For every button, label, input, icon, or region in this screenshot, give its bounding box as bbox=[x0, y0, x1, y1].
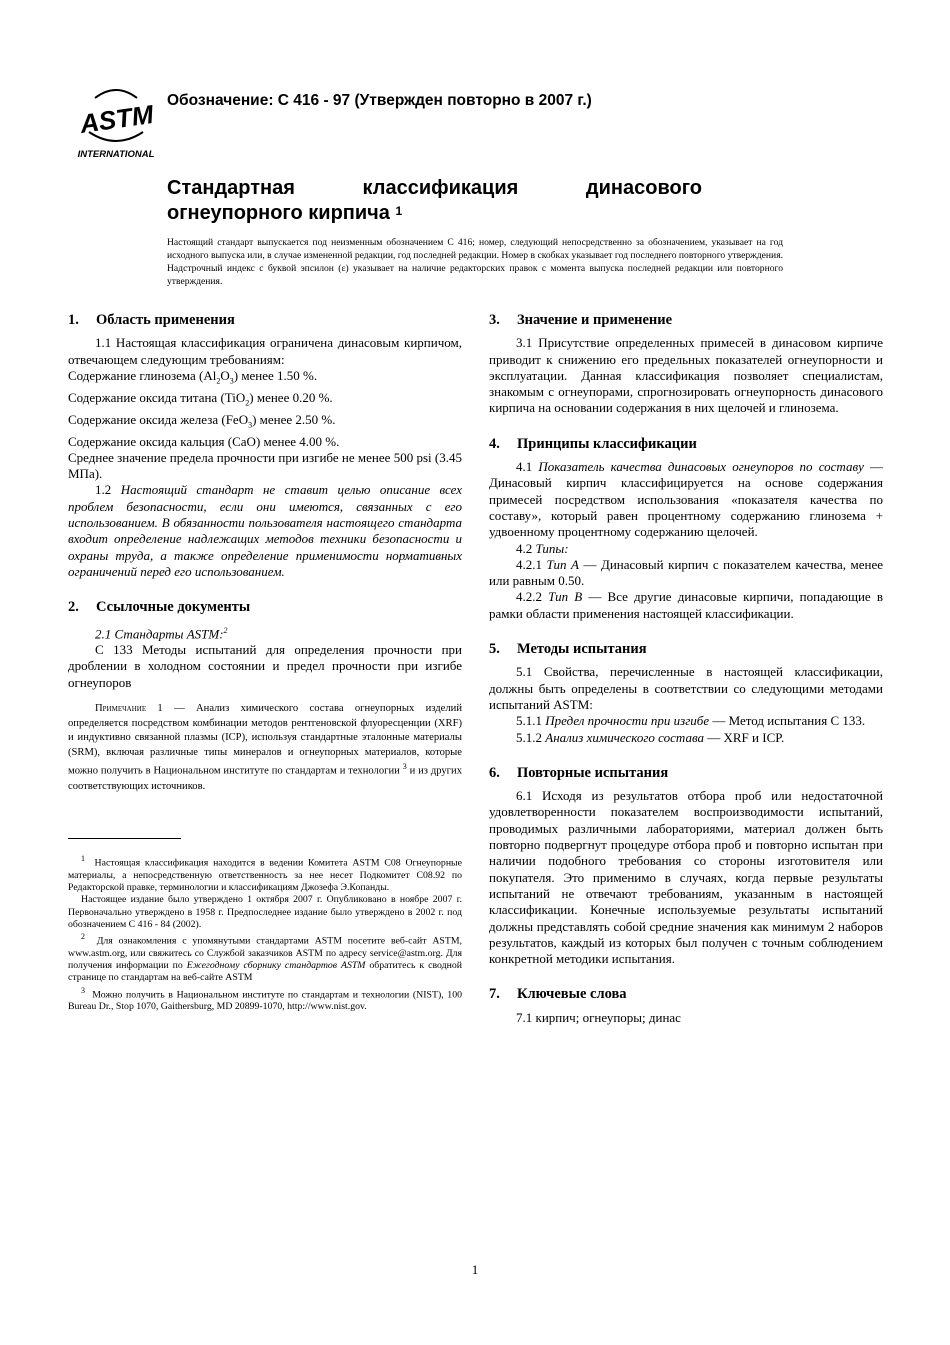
section-3-heading: 3. Значение и применение bbox=[489, 312, 673, 328]
section-1-heading: 1. Область применения bbox=[68, 312, 235, 328]
paragraph-6-1: 6.1 Исходя из результатов отбора проб или недостаточной удовлетворенности показателем воспроизводимости испытаний, проводимых различными лабораториями, материал должен быть повторно подвергнут процедуре отбора проб и повторно испытан при наличии подобного требования со стороны изготовителя или покупателя. Это применимо в случаях, когда первые результаты испытаний не отвечают требованиям, указанным в настоящей классификации. Конечные используемые результаты испытаний должны представлять собой средние значения как минимум 2 наборов результатов, каждый из которых был получен с точным соблюдением конкретной методики испытания. bbox=[489, 788, 883, 967]
page-number: 1 bbox=[471, 1262, 479, 1277]
left-column bbox=[68, 312, 462, 1014]
requirement-lime: Содержание оксида кальция (CaO) менее 4.00 %. bbox=[68, 433, 340, 449]
paragraph-4-2: 4.2 Типы: bbox=[516, 540, 569, 556]
paragraph-4-1: 4.1 Показатель качества динасовых огнеупоров по составу — Динасовый кирпич классифицируется на основе содержания примесей посредством использования «показателя качества по составу», который равен процентному содержанию глинозема + удвоенному процентному содержанию щелочей. bbox=[489, 459, 884, 540]
note-1: Примечание 1 — Анализ химического состава огнеупорных изделий определяется посредством комбинации методов рентгеновской флуоресценции (XRF) и индуктивно связанной плазмы (ICP), используя стандартные эталонные материалы (SRM), включая различные типы минералов и огнеупорных материалов, которые можно получить в Национальном институте по стандартам и технологии $^3$ и из других соответствующих источников. bbox=[68, 703, 462, 792]
section-7-heading: 7. Ключевые слова bbox=[489, 986, 627, 1003]
paragraph-5-1: 5.1 Свойства, перечисленные в настоящей классификации, должны быть определены в соответствии со следующими методами испытаний ASTM: bbox=[489, 664, 883, 712]
title-line-1: Стандартная классификация динасового bbox=[167, 177, 702, 199]
section-4-heading: 4. Принципы классификации bbox=[489, 435, 697, 452]
requirement-titania: Содержание оксида титана (TiO$_2$) менее 0.20 %. bbox=[68, 389, 333, 408]
requirement-alumina: Содержание глинозема $(Al_2O_3)$ менее 1.50 %. bbox=[68, 367, 318, 386]
title-footnote-ref: 1 bbox=[395, 204, 403, 218]
title-line-2: огнеупорного кирпича $^1$ bbox=[167, 202, 403, 224]
footnote-3: $^3$ Можно получить в Национальном институте по стандартам и технологии (NIST), 100 Bureau Dr., Stop 1070, Gaithersburg, MD 20899-1070, http://www.nist.gov. bbox=[68, 985, 462, 1013]
logo-bottom-text: INTERNATIONAL bbox=[77, 149, 155, 160]
paragraph-3-1: 3.1 Присутствие определенных примесей в динасовом кирпиче приводит к снижению его предельных показателей огнеупорности и эксплуатации. Данная классификация позволяет специалистам, знакомым с огнеупорами, спрогнозировать огнеупорность динасового кирпича на основании содержания в них щелочей и глинозема. bbox=[489, 335, 883, 416]
right-column bbox=[489, 312, 883, 1026]
preamble: Настоящий стандарт выпускается под неизменным обозначением C 416; номер, следующий непосредственно за обозначением, указывает на год исходного выпуска или, в случае измененной редакции, год последней редакции. Номер в скобках указывает год последнего повторного утверждения. Надстрочный индекс с буквой эпсилон (ε) указывает на наличие редакторских правок с момента выпуска последней редакции или повторного утверждения. bbox=[167, 237, 783, 287]
paragraph-c133: C 133 Методы испытаний для определения прочности при дроблении в холодном состоянии и предел прочности при изгибе огнеупоров bbox=[68, 642, 462, 690]
footnote-2: $^2$ Для ознакомления с упомянутыми стандартами ASTM посетите веб-сайт ASTM, www.astm.org, или свяжитесь со Службой заказчиков ASTM по адресу service@astm.org. Для получения информации по Ежегодному сборнику стандартов ASTM обратитесь к сводной странице по стандартам на веб-сайте ASTM bbox=[68, 932, 462, 984]
footnote-1-edition: Настоящее издание было утверждено 1 октября 2007 г. Опубликовано в ноябре 2007 г. Первоначально утверждено в 1958 г. Предпоследнее издание было утверждено в 2002 г. под обозначением C 416 - 84 (2002). bbox=[68, 894, 462, 930]
paragraph-4-2-1: 4.2.1 Тип A — Динасовый кирпич с показателем качества, менее или равным 0.50. bbox=[489, 556, 883, 589]
document-title bbox=[167, 176, 702, 226]
paragraph-5-1-1: 5.1.1 Предел прочности при изгибе — Метод испытания C 133. bbox=[516, 713, 866, 729]
requirement-strength: Среднее значение предела прочности при изгибе не менее 500 psi (3.45 МПа). bbox=[68, 449, 462, 482]
astm-logo bbox=[75, 84, 157, 160]
paragraph-5-1-2: 5.1.2 Анализ химического состава — XRF и ICP. bbox=[516, 729, 785, 745]
logo-top-text: ASTM bbox=[78, 98, 156, 139]
paragraph-1-1: 1.1 Настоящая классификация ограничена динасовым кирпичом, отвечающем следующим требованиям: bbox=[68, 335, 462, 367]
paragraph-4-2-2: 4.2.2 Тип B — Все другие динасовые кирпичи, попадающие в рамки области применения настоящей классификации. bbox=[489, 589, 884, 621]
footnote-divider bbox=[68, 838, 181, 839]
requirement-iron-oxide: Содержание оксида железа (FeO$_3$) менее 2.50 %. bbox=[68, 411, 336, 430]
paragraph-2-1: 2.1 Стандарты ASTM:$^2$ bbox=[95, 625, 228, 641]
paragraph-1-2: 1.2 Настоящий стандарт не ставит целью описание всех проблем безопасности, если они имеются, связанных с его использованием. В обязанности пользователя настоящего стандарта входит определение надлежащих методов техники безопасности и охраны труда, а также определение применимости нормативных ограничений перед его использованием. bbox=[68, 482, 462, 579]
section-6-heading: 6. Повторные испытания bbox=[489, 764, 669, 781]
footnote-1: $^1$ Настоящая классификация находится в ведении Комитета ASTM C08 Огнеупорные материалы, а непосредственную ответственность за нее несет Подкомитет C08.92 по Редакторской правке, терминологии и классификациям Джозефа Э.Копанды. bbox=[68, 854, 462, 893]
section-2-heading: 2. Ссылочные документы bbox=[68, 599, 251, 616]
document-designation: Обозначение: C 416 - 97 (Утвержден повторно в 2007 г.) bbox=[167, 92, 592, 109]
paragraph-7-1: 7.1 кирпич; огнеупоры; динас bbox=[516, 1009, 681, 1025]
section-5-heading: 5. Методы испытания bbox=[489, 641, 647, 658]
